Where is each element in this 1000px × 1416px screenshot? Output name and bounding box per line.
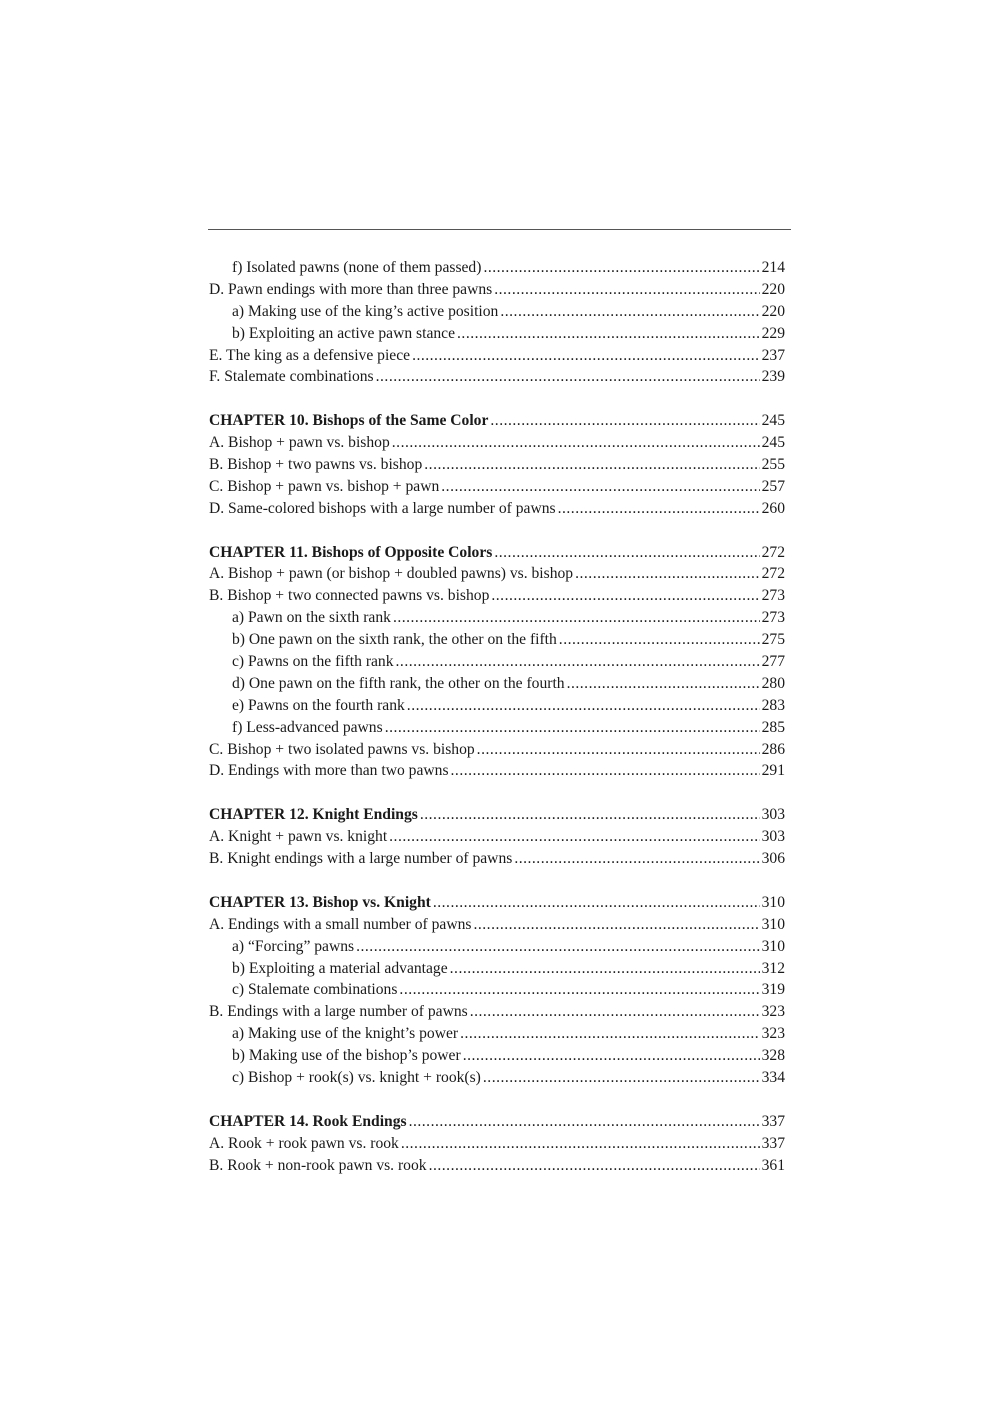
toc-section-entry[interactable] xyxy=(209,279,785,301)
toc-subsection-entry[interactable] xyxy=(209,651,785,673)
toc-page-number: 328 xyxy=(761,1047,785,1065)
toc-entry-label: D. Pawn endings with more than three pawns xyxy=(209,280,493,298)
toc-subsection-entry[interactable] xyxy=(209,323,785,345)
section-spacer xyxy=(209,782,785,804)
toc-section-entry[interactable] xyxy=(209,914,785,936)
toc-section-entry[interactable] xyxy=(209,1155,785,1177)
toc-subsection-entry[interactable] xyxy=(209,717,785,739)
toc-entry-label: a) Pawn on the sixth rank xyxy=(232,609,391,627)
toc-page-number: 283 xyxy=(761,696,785,714)
dot-leader xyxy=(450,958,760,980)
toc-section-entry[interactable] xyxy=(209,432,785,454)
toc-entry-label: f) Isolated pawns (none of them passed) xyxy=(232,259,482,276)
toc-entry-label: d) One pawn on the fifth rank, the other on the fourth xyxy=(232,674,565,692)
toc-page-number: 214 xyxy=(761,259,785,276)
toc-section-entry[interactable] xyxy=(209,563,785,585)
dot-leader xyxy=(392,432,760,454)
dot-leader xyxy=(575,563,760,585)
toc-entry-label: B. Endings with a large number of pawns xyxy=(209,1003,468,1021)
toc-page-number: 260 xyxy=(761,499,785,517)
table-of-contents xyxy=(209,257,785,1176)
toc-section-entry[interactable] xyxy=(209,760,785,782)
dot-leader xyxy=(559,629,760,651)
toc-subsection-entry[interactable] xyxy=(209,301,785,323)
toc-page-number: 245 xyxy=(761,412,785,430)
toc-section-entry[interactable] xyxy=(209,585,785,607)
dot-leader xyxy=(429,1155,760,1177)
dot-leader xyxy=(441,476,759,498)
toc-page-number: 277 xyxy=(761,653,785,671)
toc-page-number: 245 xyxy=(761,434,785,452)
toc-page-number: 273 xyxy=(761,587,785,605)
dot-leader xyxy=(483,257,759,279)
toc-subsection-entry[interactable] xyxy=(209,979,785,1001)
toc-entry-label: e) Pawns on the fourth rank xyxy=(232,696,405,714)
toc-entry-label: A. Bishop + pawn vs. bishop xyxy=(209,434,390,452)
toc-page-number: 220 xyxy=(761,302,785,320)
toc-entry-label: CHAPTER 12. Knight Endings xyxy=(209,806,418,824)
toc-entry-label: CHAPTER 11. Bishops of Opposite Colors xyxy=(209,543,493,561)
toc-chapter-heading[interactable] xyxy=(209,410,785,432)
dot-leader xyxy=(356,936,760,958)
toc-page-number: 285 xyxy=(761,718,785,736)
toc-entry-label: C. Bishop + two isolated pawns vs. bishop xyxy=(209,740,475,758)
header-rule xyxy=(208,229,791,230)
toc-entry-label: a) “Forcing” pawns xyxy=(232,937,355,955)
dot-leader xyxy=(412,345,760,367)
toc-page-number: 237 xyxy=(761,346,785,364)
dot-leader xyxy=(494,279,759,301)
dot-leader xyxy=(460,1023,760,1045)
toc-page-number: 337 xyxy=(761,1112,785,1130)
dot-leader xyxy=(490,410,759,432)
dot-leader xyxy=(393,607,760,629)
toc-chapter-heading[interactable] xyxy=(209,804,785,826)
toc-entry-label: A. Bishop + pawn (or bishop + doubled pawns) vs. bishop xyxy=(209,565,574,583)
toc-page-number: 323 xyxy=(761,1003,785,1021)
toc-entry-label: A. Knight + pawn vs. knight xyxy=(209,828,388,846)
toc-entry-label: b) Exploiting an active pawn stance xyxy=(232,324,456,342)
toc-page-number: 291 xyxy=(761,762,785,780)
section-spacer xyxy=(209,388,785,410)
toc-subsection-entry[interactable] xyxy=(209,1067,785,1089)
dot-leader xyxy=(407,695,760,717)
toc-chapter-heading[interactable] xyxy=(209,542,785,564)
toc-entry-label: D. Endings with more than two pawns xyxy=(209,762,449,780)
toc-entry-label: B. Knight endings with a large number of pawns xyxy=(209,850,513,868)
toc-page-number: 239 xyxy=(761,368,785,386)
toc-chapter-heading[interactable] xyxy=(209,1111,785,1133)
dot-leader xyxy=(491,585,759,607)
section-spacer xyxy=(209,870,785,892)
dot-leader xyxy=(463,1045,760,1067)
dot-leader xyxy=(470,1001,760,1023)
toc-page-number: 306 xyxy=(761,850,785,868)
toc-page-number: 334 xyxy=(761,1068,785,1086)
toc-page-number: 272 xyxy=(761,543,785,561)
dot-leader xyxy=(451,760,760,782)
toc-entry-label: c) Stalemate combinations xyxy=(232,981,398,999)
toc-entry-label: a) Making use of the knight’s power xyxy=(232,1025,459,1043)
toc-entry-label: a) Making use of the king’s active position xyxy=(232,302,499,320)
toc-entry-label: F. Stalemate combinations xyxy=(209,368,374,386)
toc-page-number: 272 xyxy=(761,565,785,583)
toc-section-entry[interactable] xyxy=(209,1001,785,1023)
toc-entry-label: A. Endings with a small number of pawns xyxy=(209,915,472,933)
toc-entry-label: D. Same-colored bishops with a large number of pawns xyxy=(209,499,556,517)
toc-section-entry[interactable] xyxy=(209,826,785,848)
toc-page-number: 361 xyxy=(761,1156,785,1174)
toc-page-number: 257 xyxy=(761,477,785,495)
toc-entry-label: c) Pawns on the fifth rank xyxy=(232,653,394,671)
toc-page-number: 220 xyxy=(761,280,785,298)
toc-subsection-entry[interactable] xyxy=(209,958,785,980)
dot-leader xyxy=(385,717,760,739)
dot-leader xyxy=(420,804,760,826)
toc-entry-label: CHAPTER 10. Bishops of the Same Color xyxy=(209,412,489,430)
dot-leader xyxy=(500,301,759,323)
toc-section-entry[interactable] xyxy=(209,739,785,761)
toc-subsection-entry[interactable] xyxy=(209,629,785,651)
toc-entry-label: CHAPTER 13. Bishop vs. Knight xyxy=(209,893,431,911)
dot-leader xyxy=(396,651,760,673)
toc-page-number: 310 xyxy=(761,915,785,933)
toc-entry-label: b) One pawn on the sixth rank, the other on the fifth xyxy=(232,631,557,649)
toc-page-number: 323 xyxy=(761,1025,785,1043)
toc-section-entry[interactable] xyxy=(209,366,785,388)
dot-leader xyxy=(399,979,759,1001)
toc-entry-label: f) Less-advanced pawns xyxy=(232,718,383,736)
toc-entry-label: E. The king as a defensive piece xyxy=(209,346,411,364)
dot-leader xyxy=(457,323,760,345)
dot-leader xyxy=(494,542,759,564)
toc-section-entry[interactable] xyxy=(209,498,785,520)
dot-leader xyxy=(558,498,760,520)
toc-page-number: 310 xyxy=(761,893,785,911)
dot-leader xyxy=(389,826,759,848)
toc-page-number: 255 xyxy=(761,456,785,474)
toc-page-number: 337 xyxy=(761,1134,785,1152)
toc-page-number: 280 xyxy=(761,674,785,692)
dot-leader xyxy=(433,892,760,914)
dot-leader xyxy=(473,914,759,936)
dot-leader xyxy=(514,848,759,870)
toc-subsection-entry[interactable] xyxy=(209,695,785,717)
toc-entry-label: A. Rook + rook pawn vs. rook xyxy=(209,1134,399,1152)
section-spacer xyxy=(209,520,785,542)
toc-section-entry[interactable] xyxy=(209,1133,785,1155)
toc-page-number: 312 xyxy=(761,959,785,977)
toc-section-entry[interactable] xyxy=(209,476,785,498)
dot-leader xyxy=(409,1111,760,1133)
toc-entry-label: c) Bishop + rook(s) vs. knight + rook(s) xyxy=(232,1068,481,1086)
toc-entry-label: B. Bishop + two connected pawns vs. bishop xyxy=(209,587,490,605)
dot-leader xyxy=(401,1133,760,1155)
toc-section-entry[interactable] xyxy=(209,345,785,367)
toc-entry-label: B. Bishop + two pawns vs. bishop xyxy=(209,456,423,474)
toc-page-number: 275 xyxy=(761,631,785,649)
toc-page-number: 273 xyxy=(761,609,785,627)
toc-subsection-entry[interactable] xyxy=(209,1023,785,1045)
toc-subsection-entry[interactable] xyxy=(209,607,785,629)
toc-entry-label: b) Exploiting a material advantage xyxy=(232,959,448,977)
dot-leader xyxy=(567,673,760,695)
toc-section-entry[interactable] xyxy=(209,454,785,476)
toc-entry-label: C. Bishop + pawn vs. bishop + pawn xyxy=(209,477,440,495)
toc-subsection-entry[interactable] xyxy=(209,1045,785,1067)
toc-page-number: 229 xyxy=(761,324,785,342)
toc-subsection-entry[interactable] xyxy=(209,673,785,695)
dot-leader xyxy=(477,739,760,761)
toc-page-number: 319 xyxy=(761,981,785,999)
toc-chapter-heading[interactable] xyxy=(209,892,785,914)
toc-page-number: 303 xyxy=(761,828,785,846)
toc-section-entry[interactable] xyxy=(209,848,785,870)
toc-entry-label: CHAPTER 14. Rook Endings xyxy=(209,1112,407,1130)
dot-leader xyxy=(424,454,759,476)
toc-page-number: 303 xyxy=(761,806,785,824)
toc-entry-label: B. Rook + non-rook pawn vs. rook xyxy=(209,1156,427,1174)
dot-leader xyxy=(483,1067,760,1089)
toc-page-number: 310 xyxy=(761,937,785,955)
dot-leader xyxy=(376,366,760,388)
toc-subsection-entry[interactable] xyxy=(209,936,785,958)
toc-subsection-entry[interactable] xyxy=(209,257,785,279)
toc-page-number: 286 xyxy=(761,740,785,758)
toc-entry-label: b) Making use of the bishop’s power xyxy=(232,1047,461,1065)
section-spacer xyxy=(209,1089,785,1111)
